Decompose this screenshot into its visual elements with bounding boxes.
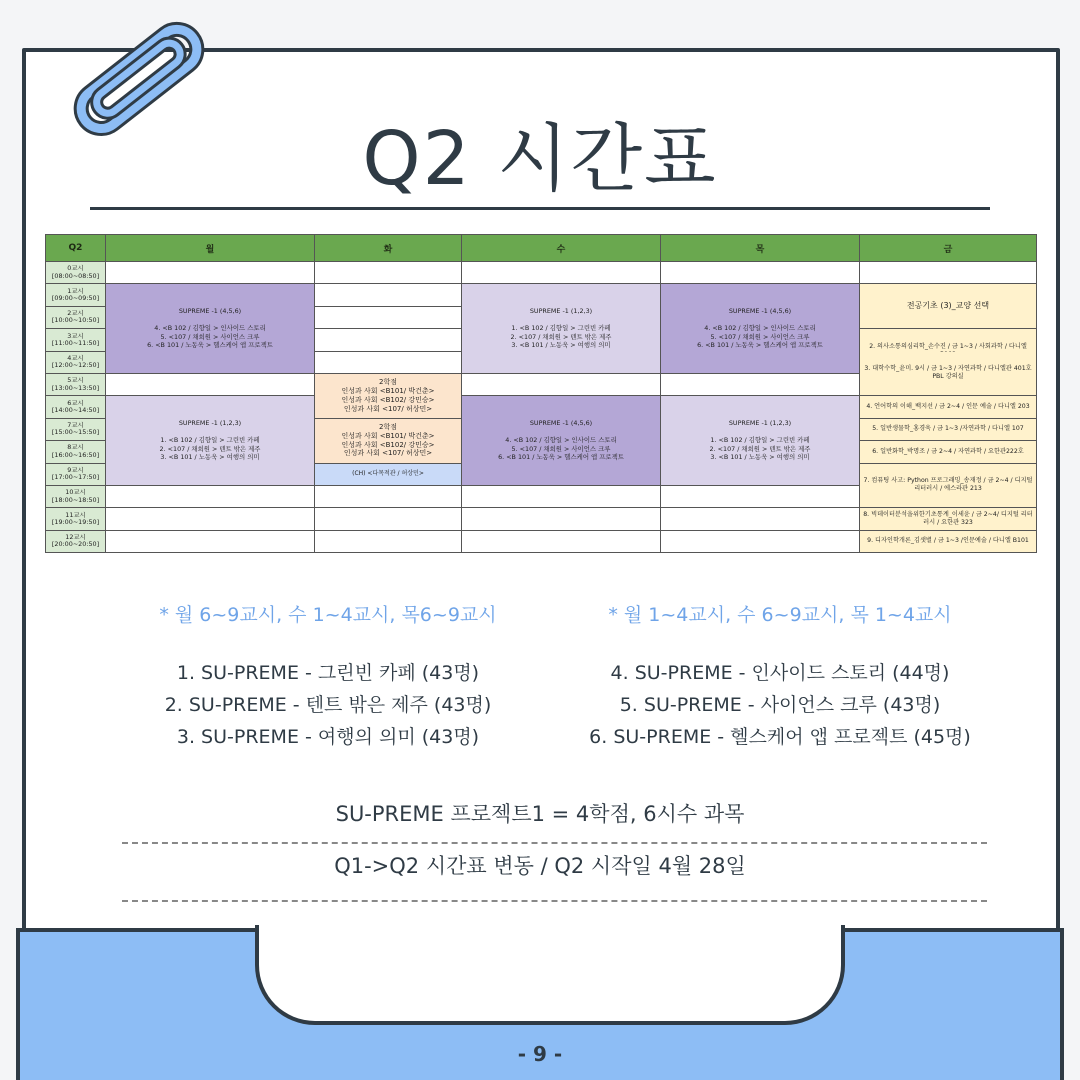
period-cell: 12교시 [20:00~20:50] — [46, 531, 106, 553]
notes-left — [88, 600, 568, 753]
period-cell: 4교시 [12:00~12:50] — [46, 352, 106, 374]
dashed-divider — [122, 842, 987, 844]
fri-elective: 9. 디자인학개론_김샛별 / 금 1~3 /인문예술 / 다니엘 B101 — [860, 531, 1037, 553]
class-block-wed-456: SUPREME -1 (4,5,6) 4. <B 102 / 김향일 > 인사이드 스토리 5. <107 / 채희원 > 사이언스 크루 6. <B 101 / 노동욱 > 헬스케어 앱 프로젝트 — [462, 396, 661, 486]
empty-cell — [462, 486, 661, 508]
class-block-mon-123: SUPREME -1 (1,2,3) 1. <B 102 / 김향일 > 그린빈 카페 2. <107 / 채희원 > 텐트 밖은 제주 3. <B 101 / 노동욱 > 여행의 의미 — [106, 396, 315, 486]
empty-cell — [315, 352, 462, 374]
empty-cell — [661, 531, 860, 553]
class-block-wed-123: SUPREME -1 (1,2,3) 1. <B 102 / 김향일 > 그린빈 카페 2. <107 / 채희원 > 텐트 밖은 제주 3. <B 101 / 노동욱 > 여행의 의미 — [462, 284, 661, 374]
period-cell: 6교시 [14:00~14:50] — [46, 396, 106, 418]
class-block-tue-1: 2학점 인성과 사회 <B101/ 박건춘> 인성과 사회 <B102/ 강민승> 인성과 사회 <107/ 허상민> — [315, 374, 462, 419]
fri-elective: 7. 컴퓨팅 사고: Python 프로그래밍_송재정 / 금 2~4 / 디지털 리터러시 / 에스라관 213 — [860, 464, 1037, 509]
header-cell: 금 — [860, 235, 1037, 262]
period-cell: 5교시 [13:00~13:50] — [46, 374, 106, 396]
period-cell: 0교시 [08:00~08:50] — [46, 262, 106, 284]
header-cell: Q2 — [46, 235, 106, 262]
empty-cell — [860, 262, 1037, 284]
empty-cell — [106, 262, 315, 284]
class-block-tue-2: 2학점 인성과 사회 <B101/ 박건춘> 인성과 사회 <B102/ 강민승> 인성과 사회 <107/ 허상민> — [315, 419, 462, 464]
empty-cell — [462, 508, 661, 530]
note-item: 5. SU-PREME - 사이언스 크루 (43명) — [619, 694, 941, 716]
empty-cell — [315, 531, 462, 553]
fri-elective: 2. 의사소통의심리학_손수진 / 금 1~3 / 사회과학 / 다니엘 — [860, 329, 1037, 374]
header-cell: 화 — [315, 235, 462, 262]
period-cell: 2교시 [10:00~10:50] — [46, 307, 106, 329]
period-cell: 9교시 [17:00~17:50] — [46, 464, 106, 486]
class-block-thu-123: SUPREME -1 (1,2,3) 1. <B 102 / 김향일 > 그린빈 카페 2. <107 / 채희원 > 텐트 밖은 제주 3. <B 101 / 노동욱 > 여행의 의미 — [661, 396, 860, 486]
header-cell: 목 — [661, 235, 860, 262]
empty-cell — [106, 486, 315, 508]
period-cell: 3교시 [11:00~11:50] — [46, 329, 106, 351]
empty-cell — [315, 284, 462, 306]
empty-cell — [462, 531, 661, 553]
empty-cell — [315, 329, 462, 351]
notes-right-headline: * 월 1~4교시, 수 6~9교시, 목 1~4교시 — [608, 604, 952, 626]
footer-notch — [255, 925, 845, 1025]
empty-cell — [661, 508, 860, 530]
empty-cell — [661, 486, 860, 508]
class-block-thu-456: SUPREME -1 (4,5,6) 4. <B 102 / 김향일 > 인사이드 스토리 5. <107 / 채희원 > 사이언스 크루 6. <B 101 / 노동욱 > 헬스케어 앱 프로젝트 — [661, 284, 860, 374]
empty-cell — [315, 262, 462, 284]
period-cell: 8교시 [16:00~16:50] — [46, 441, 106, 463]
period-cell: 10교시 [18:00~18:50] — [46, 486, 106, 508]
empty-cell — [106, 531, 315, 553]
class-block-tue-ch: (CH) <다목적관 / 허상민> — [315, 464, 462, 486]
title-divider — [90, 207, 990, 210]
page-title: Q2 시간표 — [362, 116, 718, 202]
empty-cell — [315, 508, 462, 530]
timetable — [45, 234, 1037, 553]
fri-elective: 5. 일반생물학_홍경욱 / 금 1~3 /자연과학 / 다니엘 107 — [860, 419, 1037, 441]
notes-left-headline: * 월 6~9교시, 수 1~4교시, 목6~9교시 — [159, 604, 497, 626]
empty-cell — [315, 307, 462, 329]
fri-elective: 8. 빅데이터분석을위한기초통계_이세윤 / 금 2~4/ 디지털 리터러시 / 요한관 323 — [860, 508, 1037, 530]
note-item: 3. SU-PREME - 여행의 의미 (43명) — [176, 726, 480, 748]
class-block-mon-456: SUPREME -1 (4,5,6) 4. <B 102 / 김향일 > 인사이드 스토리 5. <107 / 채희원 > 사이언스 크루 6. <B 101 / 노동욱 > 헬스케어 앱 프로젝트 — [106, 284, 315, 374]
fri-elective: 4. 언어학의 이해_백지선 / 금 2~4 / 인문 예술 / 다니엘 203 — [860, 396, 1037, 418]
empty-cell — [661, 374, 860, 396]
page-number: - 9 - — [517, 1042, 563, 1066]
empty-cell — [106, 374, 315, 396]
empty-cell — [462, 374, 661, 396]
fri-header-block: 전공기초 (3)_교양 선택 — [860, 284, 1037, 329]
summary-change: Q1->Q2 시간표 변동 / Q2 시작일 4월 28일 — [334, 854, 746, 878]
summary-credits: SU-PREME 프로젝트1 = 4학점, 6시수 과목 — [335, 802, 745, 826]
note-item: 1. SU-PREME - 그린빈 카페 (43명) — [176, 662, 480, 684]
fri-elective: 3. 대학수학_윤미. 9시 / 금 1~3 / 자연과학 / 다니엘관 401호 PBL 강의실 — [860, 352, 1037, 397]
note-item: 6. SU-PREME - 헬스케어 앱 프로젝트 (45명) — [589, 726, 971, 748]
fri-elective: 6. 일반화학_박명조 / 금 2~4 / 자연과학 / 요한관222호 — [860, 441, 1037, 463]
empty-cell — [462, 262, 661, 284]
period-cell: 11교시 [19:00~19:50] — [46, 508, 106, 530]
note-item: 4. SU-PREME - 인사이드 스토리 (44명) — [610, 662, 950, 684]
header-cell: 월 — [106, 235, 315, 262]
empty-cell — [106, 508, 315, 530]
notes-right — [540, 600, 1020, 753]
empty-cell — [315, 486, 462, 508]
empty-cell — [661, 262, 860, 284]
header-cell: 수 — [462, 235, 661, 262]
dashed-divider — [122, 900, 987, 902]
note-item: 2. SU-PREME - 텐트 밖은 제주 (43명) — [164, 694, 492, 716]
period-cell: 7교시 [15:00~15:50] — [46, 419, 106, 441]
period-cell: 1교시 [09:00~09:50] — [46, 284, 106, 306]
